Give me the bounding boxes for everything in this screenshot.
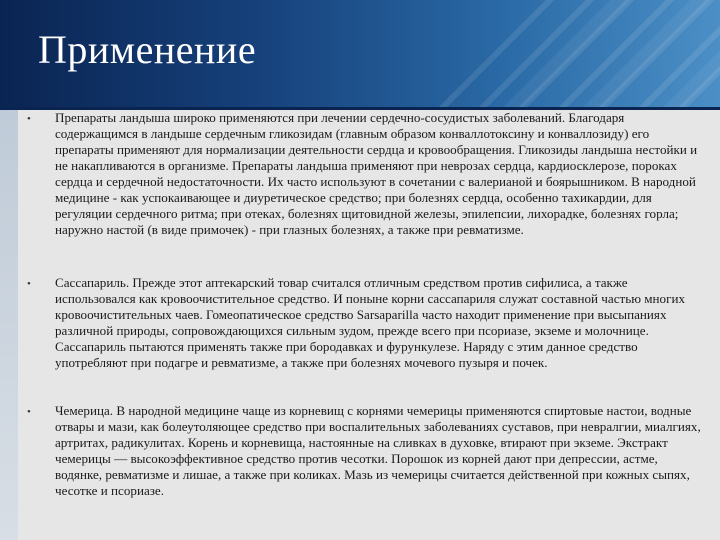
bullet-icon: • xyxy=(27,113,31,125)
title-banner xyxy=(0,0,720,107)
bullet-icon: • xyxy=(27,278,31,290)
bullet-list xyxy=(24,110,706,535)
list-item-text: Чемерица. В народной медицине чаще из корневищ с корнями чемерицы применяются спиртовые настои, водные отвары и мази, как болеутоляющее средство при воспалительных заболеваниях суставов, при невралгии, миалгиях, артритах, радикулитах. Корень и корневища, настоянные на сливках в духовке, втирают при экземе. Экстракт чемерицы — высокоэффективное средство против чесотки. Порошок из корней дают при депрессии, астме, водянке, ревматизме и лишае, а также при коликах. Мазь из чемерицы считается действенной при кожных сыпях, чесотке и псориазе. xyxy=(55,403,701,498)
list-item-text: Сассапариль. Прежде этот аптекарский товар считался отличным средством против сифилиса, а также использовался как кровоочистительное средство. И поныне корни сассапариля служат составной частью многих кровоочистительных чаев. Гомеопатическое средство Sarsaparilla часто находит применение при высыпаниях различной природы, сопровождающихся сильным зудом, прежде всего при псориазе, экземе и молочнице. Сассапариль пытаются применять также при бородавках и фурункулезе. Наряду с этим данное средство употребляют при подагре и ревматизме, а также при болезнях мочевого пузыря и почек. xyxy=(55,275,686,370)
list-item-text: Препараты ландыша широко применяются при лечении сердечно-сосудистых заболеваний. Благодаря содержащимся в ландыше сердечным гликозидам (главным образом конваллотоксину и конваллозиду) его препараты применяют для нормализации деятельности сердца и кровообращения. Гликозиды ландыша нестойки и не накапливаются в организме. Препараты ландыша применяют при неврозах сердца, кардиосклерозе, пороках сердца и сердечной недостаточности. Их часто используют в сочетании с валерианой и боярышником. В народной медицине - как успокаивающее и диуретическое средство; при болезнях сердца, особенно тахикардии, для регуляции сердечного ритма; при отеках, болезнях щитовидной железы, эпилепсии, лихорадке, болезнях горла; наружно настой (в виде примочек) - при глазных болезнях, а также при ревматизме. xyxy=(55,110,698,237)
bullet-icon: • xyxy=(27,406,31,418)
slide-title: Применение xyxy=(38,27,257,72)
left-accent-bar xyxy=(0,110,18,540)
